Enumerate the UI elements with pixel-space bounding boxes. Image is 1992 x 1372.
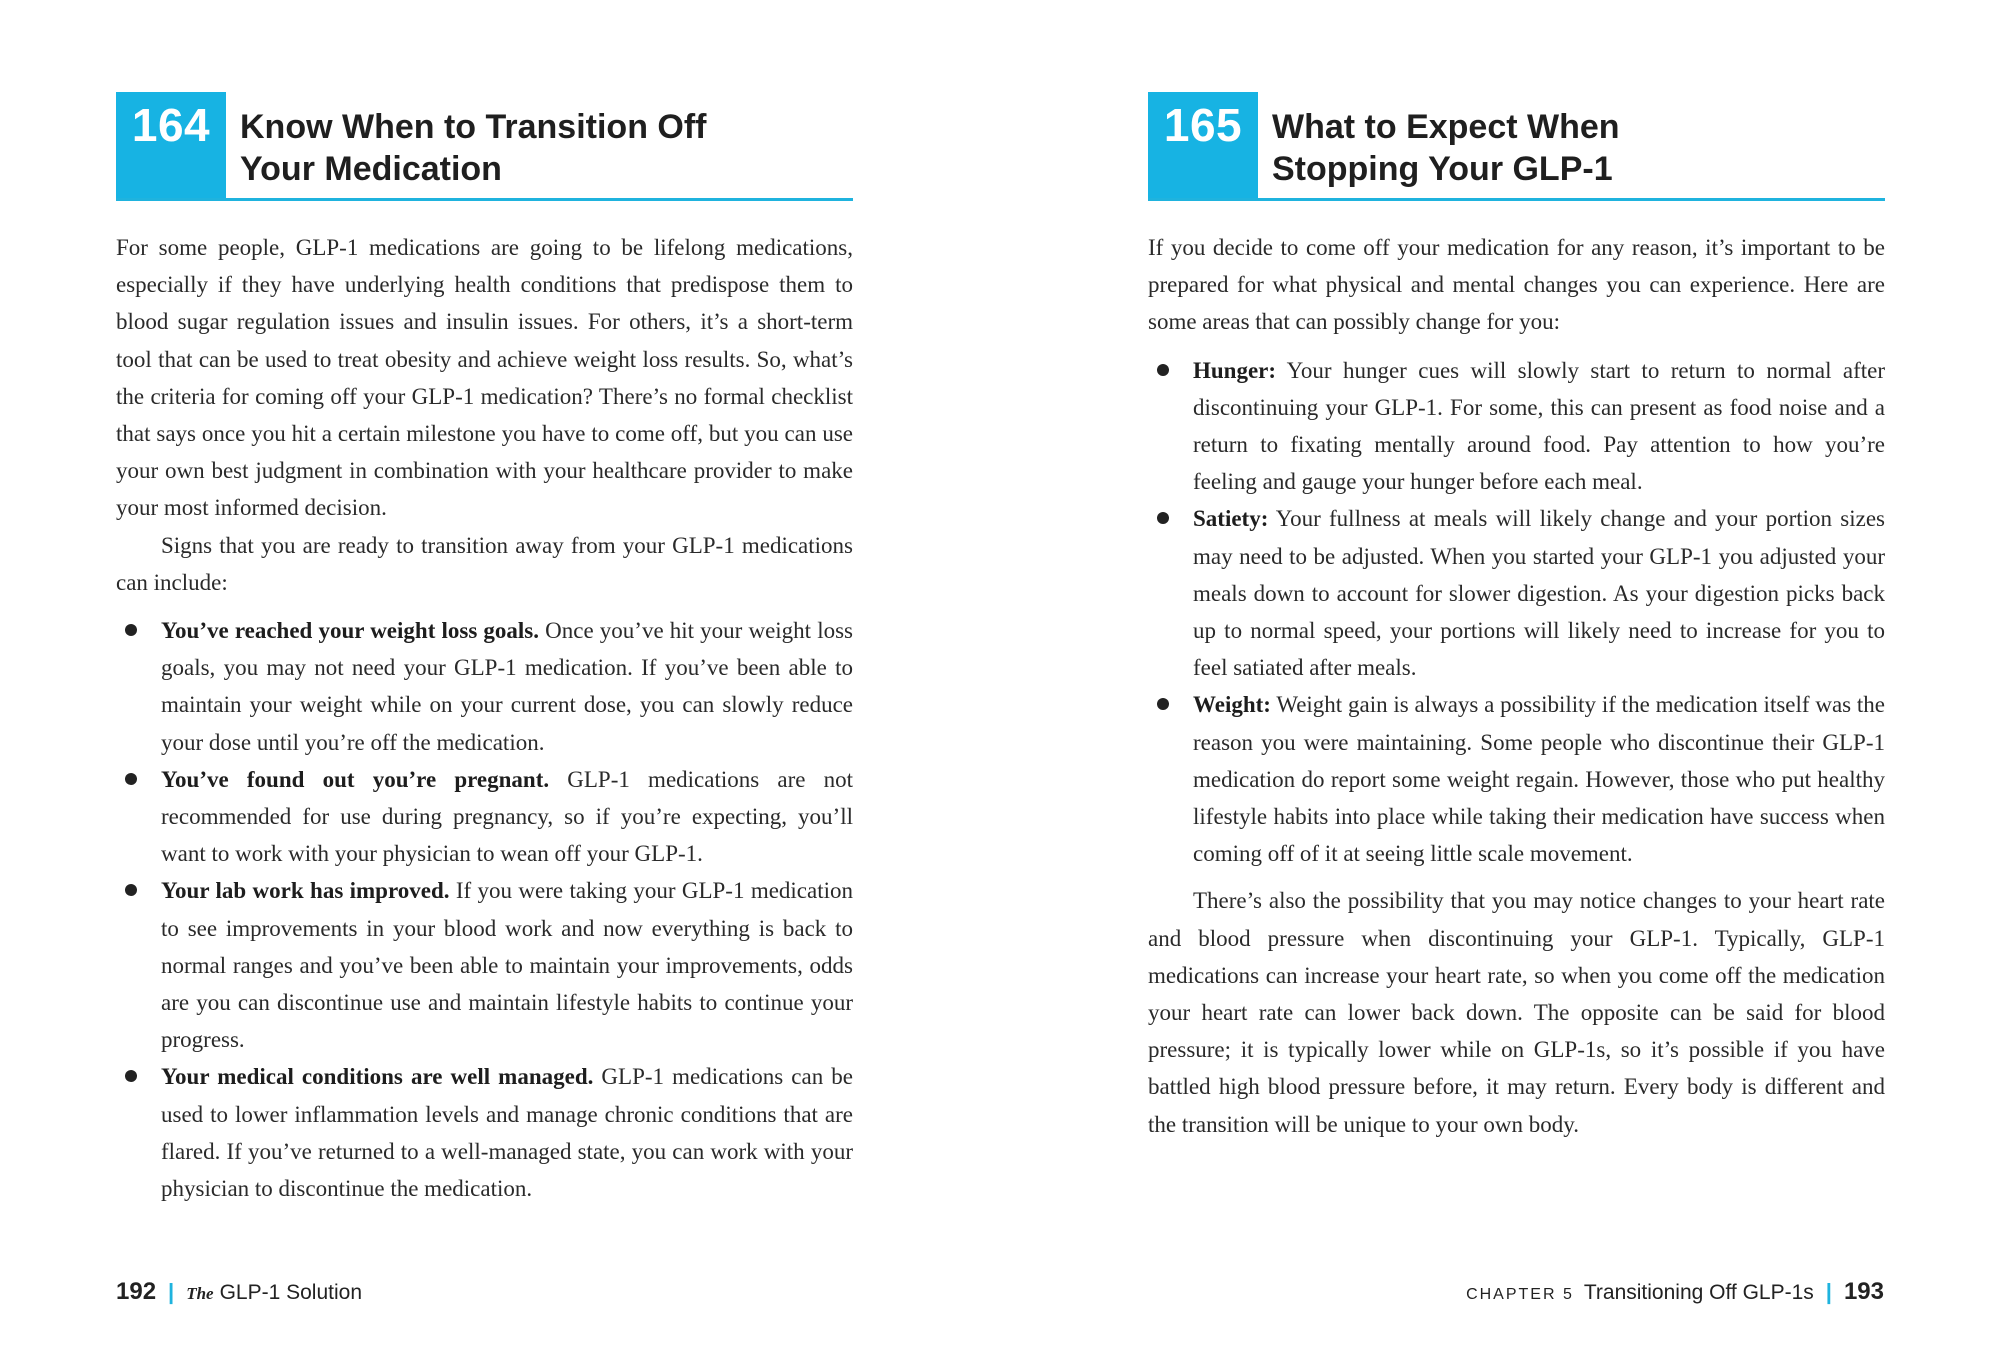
bullet-icon [1157,512,1169,524]
footer-left [116,1278,362,1306]
list-item-text: Weight gain is always a possibility if the medication itself was the reason you were maintaining. Some people who discontinue their GLP-1 medication do report some weight regain. However, those who put healthy lifestyle habits into place while taking their medication have success when coming off of it at seeing little scale movement. [1193,692,1885,867]
bullet-icon [125,624,137,636]
list-item-lead: Your medical conditions are well managed. [161,1064,594,1090]
paragraph: For some people, GLP-1 medications are going to be lifelong medications, especially if they have underlying health conditions that predispose them to blood sugar regulation issues and insulin issues. For others, it’s a short-term tool that can be used to treat obesity and achieve weight loss results. So, what’s the criteria for coming off your GLP-1 medication? There’s no formal checklist that says once you hit a certain milestone you have to come off, but you can use your own best judgment in combination with your healthcare provider to make your most informed decision. [116,235,853,521]
left-page [116,92,853,1207]
paragraph: If you decide to come off your medication for any reason, it’s important to be prepared for what physical and mental changes you can experience. Here are some areas that can possibly change for you: [1148,235,1885,335]
bullet-list [116,612,853,1207]
right-page [1148,92,1885,1143]
title-line-2: Stopping Your GLP-1 [1272,150,1613,188]
section-body [116,229,853,1207]
list-item-text: If you were taking your GLP-1 medication to see improvements in your blood work and now everything is back to normal ranges and you’ve been able to maintain your improvements, odds are you can discontinue use and maintain lifestyle habits to continue your progress. [161,878,853,1053]
list-item-lead: Hunger: [1193,357,1277,383]
title-line-2: Your Medication [240,150,502,188]
book-title-the: The [186,1284,214,1303]
list-item [161,872,853,1058]
list-item-text: Your fullness at meals will likely change and your portion sizes may need to be adjusted. When you started your GLP-1 you adjusted your meals down to account for slower digestion. As your digestion picks back up to normal speed, your portions will likely need to increase for you to feel satiated after meals. [1193,506,1885,681]
title-line-1: Know When to Transition Off [240,108,707,146]
list-item-lead: You’ve found out you’re pregnant. [161,766,550,792]
list-item-text: Your hunger cues will slowly start to return to normal after discontinuing your GLP-1. For some, this can present as food noise and a return to fixating mentally around food. Pay attention to how you’re feeling and gauge your hunger before each meal. [1193,357,1885,495]
bullet-icon [1157,364,1169,376]
section-header-164 [116,92,853,201]
bullet-list [1148,352,1885,873]
section-number: 164 [116,92,226,198]
list-item [161,1058,853,1207]
section-title [1272,106,1620,190]
bullet-icon [125,1070,137,1082]
page-number: 193 [1843,1278,1884,1305]
list-item [161,761,853,873]
paragraph: Signs that you are ready to transition away from your GLP-1 medications can include: [116,532,853,595]
book-title: GLP-1 Solution [219,1281,363,1304]
footer-separator: | [168,1279,175,1304]
list-item-lead: Weight: [1193,692,1271,718]
list-item [1193,352,1885,501]
section-header-165 [1148,92,1885,201]
page-number: 192 [116,1278,157,1305]
list-item-lead: Satiety: [1193,506,1269,532]
chapter-title: Transitioning Off GLP-1s [1583,1281,1814,1304]
bullet-icon [125,884,137,896]
list-item-lead: Your lab work has improved. [161,878,450,904]
list-item [1193,686,1885,872]
list-item [1193,500,1885,686]
list-item [161,612,853,761]
footer-separator: | [1825,1279,1832,1304]
footer-right [1466,1278,1884,1306]
section-body [1148,229,1885,1143]
bullet-icon [1157,698,1169,710]
list-item-lead: You’ve reached your weight loss goals. [161,618,539,644]
bullet-icon [125,773,137,785]
list-item-text: GLP-1 medications are not recommended for use during pregnancy, so if you’re expecting, you’ll want to work with your physician to wean off your GLP-1. [161,766,853,867]
list-item-text: Once you’ve hit your weight loss goals, you may not need your GLP-1 medication. If you’ve been able to maintain your weight while on your current dose, you can slowly reduce your dose until you’re off the medication. [161,618,853,755]
section-title [240,106,707,190]
section-number: 165 [1148,92,1258,198]
title-line-1: What to Expect When [1272,108,1620,146]
chapter-label: CHAPTER 5 [1466,1286,1574,1303]
list-item-text: GLP-1 medications can be used to lower inflammation levels and manage chronic conditions that are flared. If you’ve returned to a well-managed state, you can work with your physician to discontinue the medication. [161,1064,853,1202]
paragraph: There’s also the possibility that you may notice changes to your heart rate and blood pressure when discontinuing your GLP-1. Typically, GLP-1 medications can increase your heart rate, so when you come off the medication your heart rate can lower back down. The opposite can be said for blood pressure; it is typically lower while on GLP-1s, so it’s possible if you have battled high blood pressure before, it may return. Every body is different and the transition will be unique to your own body. [1148,888,1885,1137]
